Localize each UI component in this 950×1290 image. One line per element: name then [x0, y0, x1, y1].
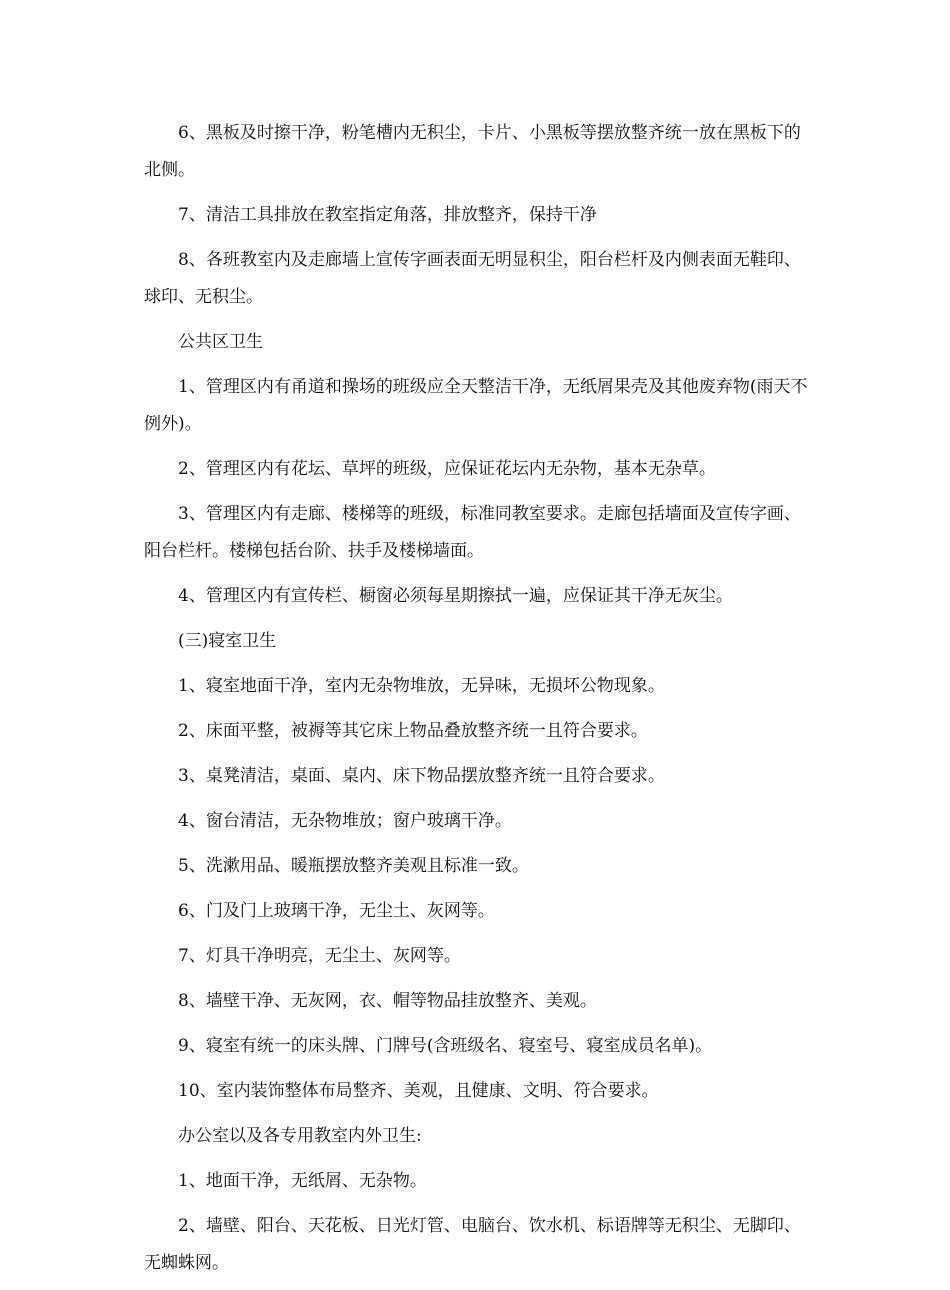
paragraph: 5、洗漱用品、暖瓶摆放整齐美观且标准一致。: [178, 856, 529, 876]
paragraph: 10、室内装饰整体布局整齐、美观，且健康、文明、符合要求。: [178, 1081, 659, 1101]
paragraph: 3、桌凳清洁，桌面、桌内、床下物品摆放整齐统一且符合要求。: [178, 766, 665, 786]
section-heading: 办公室以及各专用教室内外卫生:: [178, 1126, 422, 1146]
document-body: [144, 115, 809, 1290]
paragraph: 4、窗台清洁，无杂物堆放；窗户玻璃干净。: [178, 811, 512, 831]
paragraph: 2、管理区内有花坛、草坪的班级，应保证花坛内无杂物，基本无杂草。: [178, 459, 716, 479]
paragraph: 6、门及门上玻璃干净，无尘土、灰网等。: [178, 901, 495, 921]
paragraph: 8、各班教室内及走廊墙上宣传字画表面无明显积尘，阳台栏杆及内侧表面无鞋印、球印、无积尘。: [144, 250, 801, 307]
section-heading: 公共区卫生: [178, 332, 263, 352]
paragraph: 7、灯具干净明亮，无尘土、灰网等。: [178, 946, 461, 966]
paragraph: 1、地面干净，无纸屑、无杂物。: [178, 1171, 427, 1191]
paragraph: 2、床面平整，被褥等其它床上物品叠放整齐统一且符合要求。: [178, 721, 648, 741]
paragraph: 2、墙壁、阳台、天花板、日光灯管、电脑台、饮水机、标语牌等无积尘、无脚印、无蜘蛛网。: [144, 1216, 801, 1273]
paragraph: 6、黑板及时擦干净，粉笔槽内无积尘，卡片、小黑板等摆放整齐统一放在黑板下的北侧。: [144, 123, 801, 180]
paragraph: 1、寝室地面干净，室内无杂物堆放，无异味，无损坏公物现象。: [178, 676, 665, 696]
paragraph: 1、管理区内有甬道和操场的班级应全天整洁干净，无纸屑果壳及其他废弃物(雨天不例外)。: [144, 377, 808, 434]
paragraph: 8、墙壁干净、无灰网，衣、帽等物品挂放整齐、美观。: [178, 991, 597, 1011]
paragraph: 9、寝室有统一的床头牌、门牌号(含班级名、寝室号、寝室成员名单)。: [178, 1036, 713, 1056]
section-heading: (三)寝室卫生: [178, 631, 277, 651]
paragraph: 3、管理区内有走廊、楼梯等的班级，标准同教室要求。走廊包括墙面及宣传字画、阳台栏杆。楼梯包括台阶、扶手及楼梯墙面。: [144, 504, 801, 561]
paragraph: 4、管理区内有宣传栏、橱窗必须每星期擦拭一遍，应保证其干净无灰尘。: [178, 586, 733, 606]
paragraph: 7、清洁工具排放在教室指定角落，排放整齐，保持干净: [178, 205, 597, 225]
